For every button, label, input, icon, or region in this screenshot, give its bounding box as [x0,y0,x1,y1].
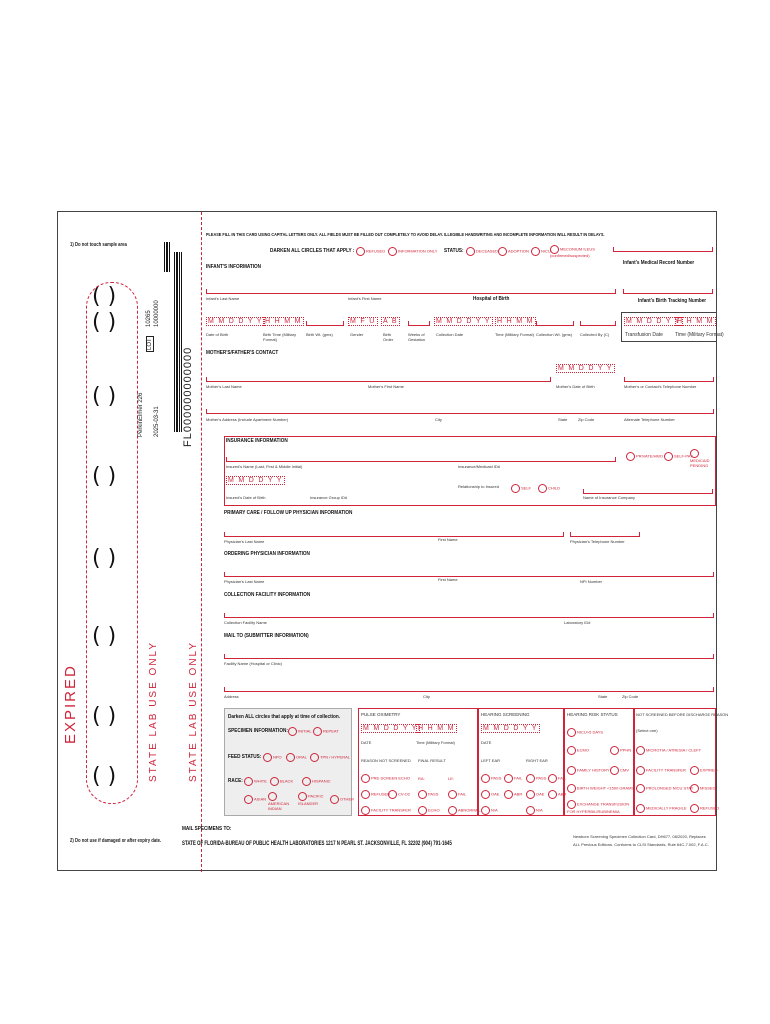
opt-deceased[interactable]: DECEASED [466,247,498,256]
pulse-ox-date-label: DATE [361,740,372,745]
opt-self[interactable]: SELF [511,484,531,493]
opt-hispanic[interactable]: HISPANIC [302,777,331,786]
infant-first-label: Infant's First Name [348,296,382,301]
opt-med-fragile[interactable]: MEDICALLY FRAGILE [636,804,687,813]
ra-label: RA: [418,776,425,781]
transfusion-time-field[interactable]: H H M M [677,318,714,325]
dob-label: Date of Birth [206,332,229,337]
opt-tpn[interactable]: TPN / HYPERAL [310,753,350,762]
mother-city-label: City [435,417,442,422]
birth-order-label: Birth Order [383,332,394,342]
birth-time-label: Birth Time (Military Format) [263,332,297,342]
insured-dob-field[interactable]: M M D D Y Y [228,477,283,484]
opt-fail-pulse[interactable]: FAIL [448,790,466,799]
facility-name-label: Collection Facility Name [224,620,267,625]
race-label: RACE: [228,778,243,784]
mother-dob-label: Mother's Date of Birth [556,384,595,389]
opt-black[interactable]: BLACK [270,777,293,786]
darken-label: DARKEN ALL CIRCLES THAT APPLY : [270,248,355,254]
opt-right-pass[interactable]: PASS [526,774,546,783]
ins-company-label: Name of Insurance Company [583,495,636,500]
collection-facility-heading: COLLECTION FACILITY INFORMATION [224,592,311,598]
opt-self-pay[interactable]: SELF-PAY [664,452,693,461]
specimen-info-label: SPECIMEN INFORMATION: [228,728,288,734]
opt-pass-pulse[interactable]: PASS [418,790,438,799]
opt-prescreen[interactable]: PRE-SCREEN ECHO [361,774,410,783]
opt-other[interactable]: OTHER [330,795,354,804]
reason-not-label: REASON NOT SCREENED [361,758,411,763]
opt-right-na[interactable]: N/A [526,806,543,815]
npi-label: NPI Number [580,579,603,584]
pulse-ox-date-field[interactable]: M M D D Y Y [363,725,418,732]
state-lab-label-1: STATE LAB USE ONLY [148,640,159,782]
mail-specimens-label: MAIL SPECIMENS TO: [182,826,232,832]
mail-city-label: City [423,694,430,699]
lot-number: 10000000 [154,300,160,327]
opt-missed[interactable]: MISSED [690,784,715,793]
opt-cmv[interactable]: CMV [610,766,629,775]
pulse-ox-time-field[interactable]: H H M M [418,725,455,732]
opt-abnormal[interactable]: ABNORMAL [448,806,480,815]
hearing-date-field[interactable]: M M D D Y Y [483,725,538,732]
select-one-label: (Select one) [636,728,658,733]
opt-repeat[interactable]: REPEAT [313,727,339,736]
collection-time-label: Time (Military Format) [495,332,534,337]
mother-contact-heading: MOTHER'S/FATHER'S CONTACT [206,350,279,356]
ordering-name-field[interactable] [224,567,714,577]
weeks-label: Weeks of Gestation [408,332,426,342]
opt-pphn[interactable]: PPHN [610,746,631,755]
collection-wt-label: Collection Wt. (gms) [536,332,573,337]
not-screened-label: NOT SCREENED BEFORE DISCHARGE REASON [636,712,729,717]
opt-nicu5[interactable]: NICU>5 DAYS [567,728,603,737]
pulse-ox-label: PULSE OXIMETRY [361,712,401,717]
infant-name-field[interactable] [206,284,616,294]
hearing-date-label: DATE [481,740,492,745]
opt-bw1500[interactable]: BIRTH WEIGHT <1500 GRAMS [567,784,634,793]
collected-by-field[interactable] [580,316,616,326]
opt-white[interactable]: WHITE [244,777,267,786]
footer-line-2: ALL Previous Editions. Conforms to CLSI Standards, Rule 64C-7.002, F.A.C. [573,842,709,847]
left-ear-label: LEFT EAR [481,758,501,763]
ins-company-field[interactable] [583,484,713,494]
mother-state-label: State [558,417,568,422]
opt-info-only[interactable]: INFORMATION ONLY [388,247,437,256]
opt-pacific[interactable]: PACIFIC ISLANDER [298,793,324,806]
hospital-label: Hospital of Birth [473,296,510,302]
collection-date-field[interactable]: M M D D Y Y [436,318,491,325]
birth-wt-field[interactable] [306,316,344,326]
mail-state-label: State [598,694,608,699]
pulse-ox-time-label: Time (Military Format) [416,740,455,745]
mail-facility-field[interactable] [224,649,714,659]
ordering-last-label: Physician's Last Name [224,579,265,584]
ordering-heading: ORDERING PHYSICIAN INFORMATION [224,551,310,557]
footer-line-1: Newborn Screening Specimen Collection Card, DH677, 08/2020, Replaces [573,834,706,839]
infant-last-label: Infant's Last Name [206,296,240,301]
facility-name-field[interactable] [224,608,714,618]
insured-name-label: Insured's Name (Last, First & Middle Initial) [226,464,303,469]
insured-name-field[interactable] [226,452,616,462]
opt-npo[interactable]: NPO [263,753,282,762]
tracking-label: Infant's Birth Tracking Number [638,298,707,304]
insured-dob-label: Insured's Date of Birth [226,495,266,500]
mother-phone-field[interactable] [624,372,714,382]
weeks-field[interactable] [408,316,430,326]
notice: PLEASE FILL IN THIS CARD USING CAPITAL LETTERS ONLY. ALL FIELDS MUST BE FILLED OUT COMPLETELY TO AVOID DELAY. ILLEGIBLE HANDWRITING AND INCOMPLETE INFORMATION WILL RESULT IN DELAYS. [206,232,605,237]
opt-left-oae[interactable]: OAE [481,790,499,799]
barcode-small [164,242,170,272]
transfusion-time-label: Time (Military Format) [675,332,724,338]
collection-date-label: Collection Date [436,332,464,337]
opt-initial[interactable]: INITIAL [288,727,312,736]
opt-medicaid-pending[interactable]: MEDICAID PENDING [690,449,718,468]
opt-adoption[interactable]: ADOPTION [498,247,529,256]
mother-address-label: Mother's Address (Include Apartment Number) [206,417,289,422]
infant-info-heading: INFANT'S INFORMATION [206,264,262,270]
right-ear-label: RIGHT EAR [526,758,548,763]
opt-right-abr[interactable]: ABR [548,790,566,799]
mail-address-label: Address [224,694,239,699]
insurance-box [224,436,716,506]
physician-last-label: Physician's Last Name [224,539,265,544]
opt-private-hmo[interactable]: PRIVATE/HMO [626,452,663,461]
infant-tracking-field[interactable] [623,284,713,294]
lot-manufacturer: PerkinElmer 226 [138,392,144,437]
alt-phone-label: Alternate Telephone Number [624,417,675,422]
opt-nicu[interactable]: NICU [531,247,551,256]
darken-time-label: Darken ALL circles that apply at time of collection. [228,714,340,720]
mother-address-field[interactable] [206,404,714,414]
lab-id-label: Laboratory ID# [564,620,591,625]
opt-microtia[interactable]: MICROTIA / ATRESIA / CLEFT [636,746,701,755]
sample-area: ( ) ( ) ( ) ( ) ( ) ( ) ( ) ( ) [92,284,117,789]
mail-address-text: STATE OF FLORIDA-BUREAU OF PUBLIC HEALTH LABORATORIES 1217 N PEARL ST. JACKSONVILLE, FL 32202 (904) 791-1645 [182,840,452,847]
primary-care-heading: PRIMARY CARE / FOLLOW UP PHYSICIAN INFORMATION [224,510,353,516]
opt-refused[interactable]: REFUSED [356,247,385,256]
med-record-label: Infant's Medical Record Number [623,260,695,266]
mother-phone-label: Mother's or Contact's Telephone Number [624,384,697,389]
mail-to-heading: MAIL TO (SUBMITTER INFORMATION) [224,633,309,639]
mother-first-label: Mother's First Name [368,384,404,389]
birth-order-field[interactable]: A B [383,318,398,325]
insurance-heading: INSURANCE INFORMATION [226,438,288,444]
hearing-label: HEARING SCREENING [481,712,530,717]
physician-phone-label: Physician's Telephone Number [570,539,625,544]
opt-am-indian[interactable]: AMERICAN INDIAN [268,792,298,811]
mail-zip-label: Zip Code [622,694,639,699]
perforation [201,212,202,872]
collection-wt-field[interactable] [536,316,574,326]
gender-label: Gender [350,332,364,337]
physician-phone-field[interactable] [570,527,640,537]
physician-name-field[interactable] [224,527,564,537]
opt-refused-ns[interactable]: REFUSED [690,804,719,813]
left-bottom-note: 2) Do not use if damaged or after expiry date. [70,838,162,844]
mother-last-label: Mother's Last Name [206,384,242,389]
opt-child[interactable]: CHILD [538,484,560,493]
opt-right-fail[interactable]: FAIL [548,774,566,783]
collection-card [57,211,729,871]
transfusion-date-field[interactable]: M M D D Y Y [626,318,681,325]
mother-zip-label: Zip Code [578,417,595,422]
expired-warning: EXPIRED [62,664,79,744]
dob-field[interactable]: M M D D Y Y [208,318,263,325]
birth-time-field[interactable]: H H M M [265,318,302,325]
feed-status-label: FEED STATUS: [228,754,262,760]
opt-prolonged[interactable]: PROLONGED NICU STAY [636,784,693,793]
opt-left-abr[interactable]: ABR [504,790,522,799]
opt-meconium[interactable]: MECONIUM ILEUS (confirmed/suspected) [550,246,595,258]
mother-name-field[interactable] [206,372,551,382]
mother-dob-field[interactable]: M M D D Y Y [558,365,613,372]
collected-by-label: Collected By (C) [580,332,610,337]
lot-label: LOT [147,338,153,350]
collection-time-field[interactable]: H H M M [497,318,534,325]
transfusion-date-label: Transfusion Date [625,332,663,338]
opt-asian[interactable]: ASIAN [244,795,266,804]
opt-right-oae[interactable]: OAE [526,790,544,799]
group-id-label: Insurance Group ID# [310,495,348,500]
transfusion-box [621,312,717,342]
opt-cv02[interactable]: CV-O2 [388,790,410,799]
relation-label: Relationship to Insured [458,484,499,489]
mail-facility-label: Facility Name (Hospital or Clinic) [224,661,283,666]
opt-exchange[interactable]: EXCHANGE TRANSFUSION FOR HYPERBILIRUBINEMIA [567,801,630,814]
final-result-label: FINAL RESULT [418,758,446,763]
opt-ecmo[interactable]: ECMO [567,746,589,755]
birth-wt-label: Birth Wt. (gms) [306,332,333,337]
opt-left-fail[interactable]: FAIL [504,774,522,783]
ordering-first-label: First Name [438,577,458,582]
med-record-field[interactable] [613,242,713,252]
opt-left-pass[interactable]: PASS [481,774,501,783]
opt-facility-transfer[interactable]: FACILITY TRANSFER [361,806,411,815]
gender-field[interactable]: M F U [350,318,376,325]
state-lab-label-2: STATE LAB USE ONLY [188,640,199,782]
sample-circle-outline [86,282,138,804]
barcode [174,252,182,432]
mail-address-field[interactable] [224,682,714,692]
status-label: STATUS: [444,248,464,254]
opt-family-history[interactable]: FAMILY HISTORY [567,766,610,775]
left-top-note: 1) Do not touch sample area [70,242,127,248]
insurance-id-label: Insurance/Medicaid ID# [458,464,501,469]
le-label: LE: [448,776,455,781]
opt-fac-transfer[interactable]: FACILITY TRANSFER [636,766,686,775]
opt-echo[interactable]: ECHO [418,806,440,815]
opt-oral[interactable]: ORAL [286,753,307,762]
opt-refused-pulse[interactable]: REFUSED [361,790,390,799]
lot-expiry: 2025-03-31 [154,406,160,437]
risk-status-label: HEARING RISK STATUS [567,712,618,717]
opt-expired[interactable]: EXPIRED [690,766,718,775]
physician-first-label: First Name [438,537,458,542]
lot-ref: 10265 [146,310,152,327]
not-screened-box [634,708,716,816]
barcode-text: FL000000000000 [182,346,194,447]
opt-left-na[interactable]: N/A [481,806,498,815]
